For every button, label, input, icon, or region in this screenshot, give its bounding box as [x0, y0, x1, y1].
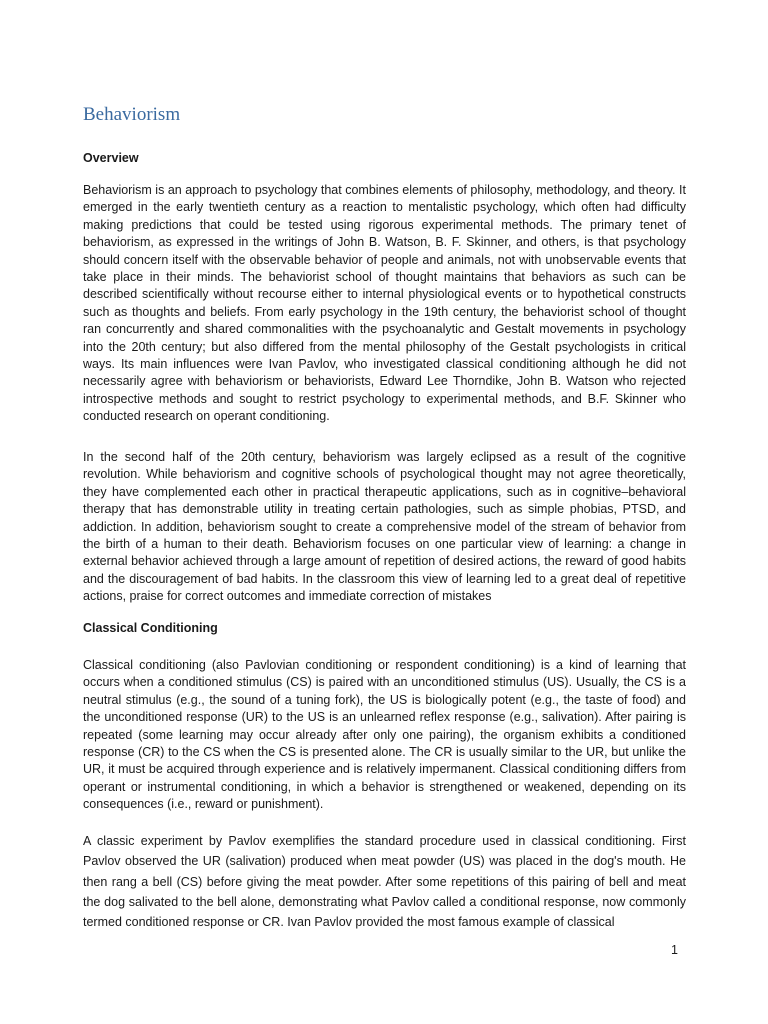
- classical-paragraph-2: A classic experiment by Pavlov exemplifies the standard procedure used in classical conditioning. First Pavlov observed the UR (salivation) produced when meat powder (US) was placed in the dog's mouth. He then rang a bell (CS) before giving the meat powder. After some repetitions of this pairing of bell and meat the dog salivated to the bell alone, demonstrating what Pavlov called a conditional response, now commonly termed conditioned response or CR. Ivan Pavlov provided the most famous example of classical: [83, 834, 686, 930]
- document-title: Behaviorism: [83, 104, 181, 125]
- page-number: 1: [671, 943, 678, 957]
- overview-paragraph-2: In the second half of the 20th century, behaviorism was largely eclipsed as a result of the cognitive revolution. While behaviorism and cognitive schools of psychological thought may not agree theoretically, they have complemented each other in practical therapeutic applications, such as in cognitive–behavioral therapy that has demonstrable utility in treating certain pathologies, such as simple phobias, PTSD, and addiction. In addition, behaviorism sought to create a comprehensive model of the stream of behavior from the birth of a human to their death. Behaviorism focuses on one particular view of learning: a change in external behavior achieved through a large amount of repetition of desired actions, the reward of good habits and the discouragement of bad habits. In the classroom this view of learning led to a great deal of repetitive actions, praise for correct outcomes and immediate correction of mistakes: [83, 450, 686, 604]
- overview-paragraph-1: Behaviorism is an approach to psychology that combines elements of philosophy, methodology, and theory. It emerged in the early twentieth century as a reaction to mentalistic psychology, which often had difficulty making predictions that could be tested using rigorous experimental methods. The primary tenet of behaviorism, as expressed in the writings of John B. Watson, B. F. Skinner, and others, is that psychology should concern itself with the observable behavior of people and animals, not with unobservable events that take place in their minds. The behaviorist school of thought maintains that behaviors as such can be described scientifically without recourse either to internal physiological events or to hypothetical constructs such as thoughts and beliefs. From early psychology in the 19th century, the behaviorist school of thought ran concurrently and shared commonalities with the psychoanalytic and Gestalt movements in psychology into the 20th century; but also differed from the mental philosophy of the Gestalt psychologists in critical ways. Its main influences were Ivan Pavlov, who investigated classical conditioning although he did not necessarily agree with behaviorism or behaviorists, Edward Lee Thorndike, John B. Watson who rejected introspective methods and sought to restrict psychology to experimental methods, and B.F. Skinner who conducted research on operant conditioning.: [83, 183, 686, 424]
- overview-heading: Overview: [83, 151, 139, 165]
- classical-paragraph-1: Classical conditioning (also Pavlovian conditioning or respondent conditioning) is a kind of learning that occurs when a conditioned stimulus (CS) is paired with an unconditioned stimulus (US). Usually, the CS is a neutral stimulus (e.g., the sound of a tuning fork), the US is biologically potent (e.g., the taste of food) and the unconditioned response (UR) to the US is an unlearned reflex response (e.g., salivation). After pairing is repeated (some learning may occur already after only one pairing), the organism exhibits a conditioned response (CR) to the CS when the CS is presented alone. The CR is usually similar to the UR, but unlike the UR, it must be acquired through experience and is relatively impermanent. Classical conditioning differs from operant or instrumental conditioning, in which a behavior is strengthened or weakened, depending on its consequences (i.e., reward or punishment).: [83, 658, 686, 812]
- classical-conditioning-heading: Classical Conditioning: [83, 621, 218, 635]
